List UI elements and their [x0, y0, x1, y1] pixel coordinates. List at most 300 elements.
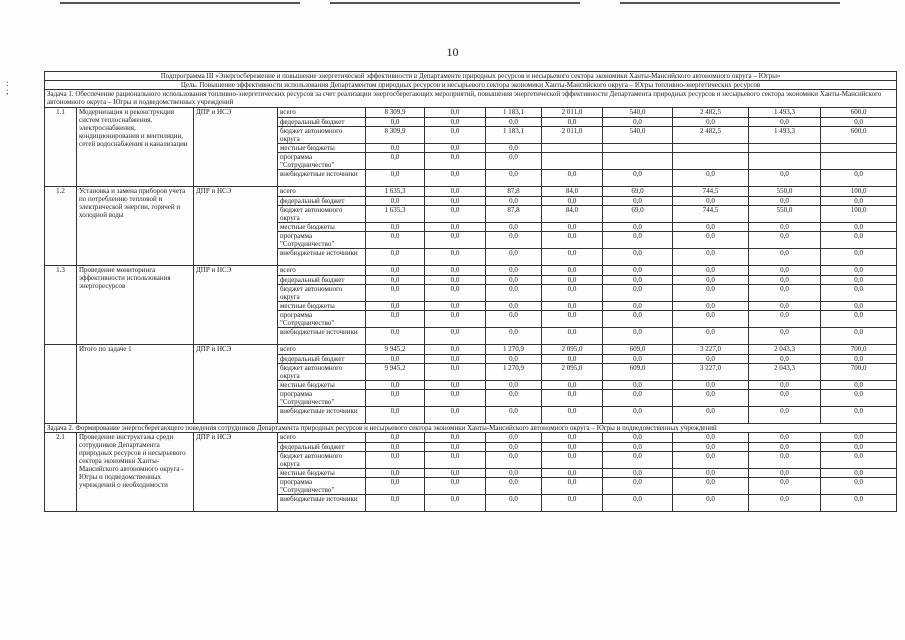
amount-cell: 1 183,1: [486, 108, 542, 118]
amount-cell: 0,0: [603, 276, 673, 285]
amount-cell: 0,0: [425, 206, 486, 223]
amount-cell: 0,0: [486, 197, 542, 206]
amount-cell: 0,0: [542, 311, 603, 328]
amount-cell: [542, 144, 603, 153]
amount-cell: 0,0: [542, 355, 603, 364]
amount-cell: 0,0: [486, 390, 542, 407]
amount-cell: 0,0: [486, 118, 542, 127]
amount-cell: 0,0: [749, 452, 821, 469]
funding-source: внебюджетные источники: [278, 170, 366, 187]
amount-cell: 0,0: [749, 118, 821, 127]
amount-cell: 1 493,3: [749, 108, 821, 118]
amount-cell: 0,0: [366, 197, 425, 206]
amount-cell: 1 183,1: [486, 127, 542, 144]
amount-cell: 0,0: [749, 478, 821, 495]
amount-cell: 0,0: [749, 433, 821, 443]
amount-cell: 609,0: [603, 345, 673, 355]
amount-cell: 600,0: [821, 127, 897, 144]
amount-cell: 540,0: [603, 108, 673, 118]
funding-source: всего: [278, 266, 366, 276]
amount-cell: 0,0: [542, 495, 603, 512]
amount-cell: 0,0: [366, 469, 425, 478]
amount-cell: 0,0: [366, 144, 425, 153]
table-row: [45, 187, 897, 197]
amount-cell: 0,0: [603, 249, 673, 266]
amount-cell: 0,0: [673, 469, 749, 478]
amount-cell: 0,0: [486, 495, 542, 512]
amount-cell: 8 309,9: [366, 127, 425, 144]
amount-cell: 3 227,0: [673, 345, 749, 355]
amount-cell: 0,0: [673, 285, 749, 302]
amount-cell: 0,0: [673, 495, 749, 512]
amount-cell: 2 043,3: [749, 345, 821, 355]
amount-cell: 0,0: [425, 407, 486, 424]
amount-cell: 0,0: [673, 276, 749, 285]
amount-cell: 0,0: [425, 187, 486, 197]
amount-cell: 0,0: [366, 285, 425, 302]
amount-cell: 0,0: [749, 328, 821, 345]
amount-cell: 0,0: [425, 328, 486, 345]
executor: ДПР и НСЭ: [194, 266, 278, 345]
amount-cell: 0,0: [425, 381, 486, 390]
amount-cell: 0,0: [366, 266, 425, 276]
funding-source: внебюджетные источники: [278, 407, 366, 424]
amount-cell: 0,0: [749, 223, 821, 232]
amount-cell: 0,0: [749, 276, 821, 285]
top-border-line: [620, 2, 840, 4]
amount-cell: 609,0: [603, 364, 673, 381]
amount-cell: 0,0: [486, 266, 542, 276]
amount-cell: 0,0: [486, 355, 542, 364]
amount-cell: 0,0: [673, 223, 749, 232]
amount-cell: 0,0: [542, 433, 603, 443]
measure-name: Модернизация и реконструкция систем теплоснабжения, электроснабжения, кондиционирования и вентиляции, сетей водоснабжения и канализации: [77, 108, 194, 187]
amount-cell: [603, 153, 673, 170]
amount-cell: [673, 153, 749, 170]
amount-cell: 0,0: [821, 433, 897, 443]
executor: ДПР и НСЭ: [194, 108, 278, 187]
amount-cell: 0,0: [821, 285, 897, 302]
funding-source: федеральный бюджет: [278, 443, 366, 452]
amount-cell: 0,0: [366, 433, 425, 443]
funding-source: программа "Сотрудничество": [278, 232, 366, 249]
amount-cell: 0,0: [542, 390, 603, 407]
amount-cell: 0,0: [425, 443, 486, 452]
amount-cell: 0,0: [366, 276, 425, 285]
amount-cell: 0,0: [425, 118, 486, 127]
amount-cell: 0,0: [603, 478, 673, 495]
funding-source: внебюджетные источники: [278, 249, 366, 266]
amount-cell: 0,0: [366, 452, 425, 469]
amount-cell: 0,0: [486, 311, 542, 328]
amount-cell: 0,0: [821, 249, 897, 266]
funding-source: всего: [278, 433, 366, 443]
amount-cell: 0,0: [425, 266, 486, 276]
funding-source: программа "Сотрудничество": [278, 390, 366, 407]
amount-cell: 69,0: [603, 187, 673, 197]
amount-cell: 0,0: [603, 469, 673, 478]
amount-cell: 0,0: [366, 443, 425, 452]
amount-cell: 100,0: [821, 187, 897, 197]
funding-source: бюджет автономного округа: [278, 127, 366, 144]
amount-cell: 744,5: [673, 206, 749, 223]
top-border-line: [330, 2, 580, 4]
amount-cell: 0,0: [749, 302, 821, 311]
funding-source: всего: [278, 108, 366, 118]
amount-cell: 0,0: [366, 355, 425, 364]
amount-cell: 0,0: [673, 478, 749, 495]
amount-cell: 2 043,3: [749, 364, 821, 381]
amount-cell: 0,0: [821, 302, 897, 311]
amount-cell: 0,0: [425, 276, 486, 285]
amount-cell: 0,0: [603, 355, 673, 364]
amount-cell: 2 482,5: [673, 127, 749, 144]
amount-cell: 0,0: [486, 469, 542, 478]
amount-cell: 0,0: [673, 266, 749, 276]
amount-cell: 0,0: [749, 355, 821, 364]
amount-cell: 0,0: [486, 223, 542, 232]
amount-cell: 0,0: [425, 495, 486, 512]
amount-cell: 0,0: [821, 276, 897, 285]
amount-cell: 0,0: [821, 478, 897, 495]
amount-cell: 0,0: [542, 469, 603, 478]
executor: ДПР и НСЭ: [194, 187, 278, 266]
amount-cell: 0,0: [542, 232, 603, 249]
amount-cell: 0,0: [749, 232, 821, 249]
amount-cell: 0,0: [603, 302, 673, 311]
funding-source: федеральный бюджет: [278, 118, 366, 127]
funding-source: местные бюджеты: [278, 223, 366, 232]
amount-cell: 0,0: [486, 443, 542, 452]
amount-cell: 1 270,9: [486, 345, 542, 355]
amount-cell: 0,0: [673, 407, 749, 424]
amount-cell: 0,0: [821, 328, 897, 345]
amount-cell: 0,0: [425, 355, 486, 364]
measure-number: 1.1: [45, 108, 77, 187]
amount-cell: 0,0: [366, 302, 425, 311]
amount-cell: 0,0: [366, 495, 425, 512]
amount-cell: 0,0: [366, 170, 425, 187]
amount-cell: 0,0: [603, 197, 673, 206]
amount-cell: 0,0: [542, 443, 603, 452]
amount-cell: 540,0: [603, 127, 673, 144]
amount-cell: 0,0: [821, 232, 897, 249]
amount-cell: 0,0: [425, 302, 486, 311]
amount-cell: 0,0: [603, 390, 673, 407]
amount-cell: 0,0: [425, 478, 486, 495]
amount-cell: 0,0: [821, 118, 897, 127]
amount-cell: [821, 144, 897, 153]
amount-cell: 550,0: [749, 187, 821, 197]
amount-cell: 0,0: [673, 232, 749, 249]
amount-cell: 0,0: [425, 127, 486, 144]
measure-name: Итого по задаче 1: [77, 345, 194, 424]
amount-cell: 0,0: [542, 302, 603, 311]
amount-cell: 0,0: [486, 478, 542, 495]
amount-cell: 0,0: [366, 311, 425, 328]
amount-cell: 1 270,9: [486, 364, 542, 381]
amount-cell: 0,0: [821, 197, 897, 206]
amount-cell: 87,8: [486, 206, 542, 223]
amount-cell: 0,0: [486, 407, 542, 424]
amount-cell: 87,8: [486, 187, 542, 197]
funding-source: программа "Сотрудничество": [278, 311, 366, 328]
measure-name: Проведение мониторинга эффективности использования энергоресурсов: [77, 266, 194, 345]
amount-cell: 0,0: [603, 223, 673, 232]
amount-cell: 0,0: [425, 452, 486, 469]
amount-cell: 0,0: [366, 118, 425, 127]
amount-cell: 0,0: [673, 170, 749, 187]
amount-cell: 0,0: [425, 223, 486, 232]
amount-cell: 0,0: [542, 249, 603, 266]
executor: ДПР и НСЭ: [194, 433, 278, 512]
amount-cell: 69,0: [603, 206, 673, 223]
amount-cell: 0,0: [603, 452, 673, 469]
amount-cell: 0,0: [603, 311, 673, 328]
amount-cell: 550,0: [749, 206, 821, 223]
amount-cell: 84,0: [542, 206, 603, 223]
amount-cell: 0,0: [749, 407, 821, 424]
amount-cell: 0,0: [425, 108, 486, 118]
budget-table: [44, 71, 897, 512]
amount-cell: 0,0: [603, 170, 673, 187]
table-row: [45, 345, 897, 355]
amount-cell: 0,0: [366, 407, 425, 424]
amount-cell: 9 945,2: [366, 364, 425, 381]
amount-cell: 0,0: [673, 390, 749, 407]
funding-source: бюджет автономного округа: [278, 364, 366, 381]
amount-cell: 8 309,9: [366, 108, 425, 118]
amount-cell: 9 945,2: [366, 345, 425, 355]
amount-cell: 0,0: [542, 197, 603, 206]
amount-cell: 0,0: [821, 452, 897, 469]
amount-cell: 0,0: [542, 407, 603, 424]
amount-cell: 0,0: [749, 249, 821, 266]
amount-cell: 700,0: [821, 364, 897, 381]
amount-cell: 0,0: [425, 390, 486, 407]
funding-source: местные бюджеты: [278, 302, 366, 311]
amount-cell: 0,0: [542, 452, 603, 469]
amount-cell: 2 095,0: [542, 364, 603, 381]
amount-cell: 0,0: [486, 302, 542, 311]
amount-cell: 0,0: [425, 144, 486, 153]
amount-cell: 744,5: [673, 187, 749, 197]
amount-cell: 0,0: [542, 170, 603, 187]
amount-cell: 0,0: [821, 223, 897, 232]
amount-cell: 0,0: [425, 433, 486, 443]
funding-source: местные бюджеты: [278, 381, 366, 390]
amount-cell: 0,0: [821, 381, 897, 390]
amount-cell: 0,0: [366, 223, 425, 232]
amount-cell: 0,0: [749, 381, 821, 390]
amount-cell: 0,0: [821, 443, 897, 452]
amount-cell: 0,0: [542, 266, 603, 276]
amount-cell: 0,0: [425, 345, 486, 355]
amount-cell: 0,0: [603, 407, 673, 424]
table-row: [45, 266, 897, 276]
amount-cell: 0,0: [821, 407, 897, 424]
amount-cell: 0,0: [542, 478, 603, 495]
amount-cell: 0,0: [425, 197, 486, 206]
amount-cell: 0,0: [425, 170, 486, 187]
amount-cell: 0,0: [749, 311, 821, 328]
amount-cell: 700,0: [821, 345, 897, 355]
amount-cell: [673, 144, 749, 153]
amount-cell: 0,0: [542, 285, 603, 302]
amount-cell: 0,0: [486, 153, 542, 170]
task2-header: Задача 2. Формирование энергосберегающего поведения сотрудников Департамента природных ресурсов и несырьевого сектора экономики Ханты-Мансийского автономного округа – Югры и подведомственных учреждений: [45, 424, 897, 433]
funding-source: бюджет автономного округа: [278, 452, 366, 469]
measure-number: [45, 345, 77, 424]
amount-cell: 0,0: [673, 355, 749, 364]
amount-cell: 0,0: [673, 302, 749, 311]
amount-cell: 0,0: [542, 276, 603, 285]
amount-cell: 0,0: [425, 285, 486, 302]
amount-cell: 0,0: [486, 170, 542, 187]
amount-cell: 0,0: [486, 381, 542, 390]
amount-cell: [749, 144, 821, 153]
page-number: 10: [446, 45, 459, 59]
amount-cell: 0,0: [366, 249, 425, 266]
amount-cell: 84,0: [542, 187, 603, 197]
amount-cell: 0,0: [542, 223, 603, 232]
amount-cell: 0,0: [366, 390, 425, 407]
funding-source: бюджет автономного округа: [278, 285, 366, 302]
amount-cell: 0,0: [366, 232, 425, 249]
funding-source: федеральный бюджет: [278, 197, 366, 206]
amount-cell: 0,0: [673, 433, 749, 443]
amount-cell: 600,0: [821, 108, 897, 118]
amount-cell: 2 011,0: [542, 108, 603, 118]
amount-cell: 0,0: [749, 390, 821, 407]
amount-cell: 0,0: [603, 232, 673, 249]
amount-cell: 0,0: [673, 452, 749, 469]
goal-header: Цель. Повышение эффективности использования Департаментом природных ресурсов и несырьевого сектора экономики Ханты-Мансийского округа – Югры топливно-энергетических ресурсов: [45, 81, 897, 90]
amount-cell: 0,0: [603, 285, 673, 302]
amount-cell: [542, 153, 603, 170]
amount-cell: 0,0: [425, 311, 486, 328]
amount-cell: 0,0: [542, 328, 603, 345]
amount-cell: 0,0: [366, 328, 425, 345]
amount-cell: 0,0: [673, 328, 749, 345]
top-border-line: [60, 2, 300, 4]
amount-cell: 2 011,0: [542, 127, 603, 144]
amount-cell: 0,0: [749, 495, 821, 512]
funding-source: федеральный бюджет: [278, 276, 366, 285]
amount-cell: 0,0: [603, 495, 673, 512]
funding-source: всего: [278, 345, 366, 355]
amount-cell: 1 635,3: [366, 206, 425, 223]
funding-source: программа "Сотрудничество": [278, 478, 366, 495]
measure-name: Проведение инструктажа среди сотрудников Департамента природных ресурсов и несырьевого сектора экономики Ханты-Мансийского автономного округа - Югры и подведомственных учреждений о необходимости: [77, 433, 194, 512]
amount-cell: 0,0: [425, 232, 486, 249]
amount-cell: 0,0: [821, 390, 897, 407]
amount-cell: 0,0: [486, 285, 542, 302]
amount-cell: 0,0: [749, 469, 821, 478]
task1-header: Задача 1. Обеспечение рационального использования топливно-энергетических ресурсов за счет реализации энергосберегающих мероприятий, повышения энергетической эффективности Департамента природных ресурсов и несырьевого сектора экономики Ханты-Мансийского автономного округа – Югры и подведомственных учреждений: [45, 90, 897, 108]
amount-cell: 0,0: [425, 153, 486, 170]
amount-cell: 0,0: [486, 452, 542, 469]
amount-cell: 0,0: [821, 311, 897, 328]
table-row: [45, 433, 897, 443]
amount-cell: [603, 144, 673, 153]
amount-cell: 0,0: [821, 266, 897, 276]
funding-source: программа "Сотрудничество": [278, 153, 366, 170]
amount-cell: [821, 153, 897, 170]
measure-number: 2.1: [45, 433, 77, 512]
margin-mark: ;: [6, 86, 9, 96]
amount-cell: 0,0: [603, 443, 673, 452]
amount-cell: 0,0: [486, 328, 542, 345]
funding-source: внебюджетные источники: [278, 328, 366, 345]
measure-number: 1.3: [45, 266, 77, 345]
amount-cell: 0,0: [749, 170, 821, 187]
amount-cell: 0,0: [749, 443, 821, 452]
executor: ДПР и НСЭ: [194, 345, 278, 424]
amount-cell: 0,0: [603, 328, 673, 345]
amount-cell: 0,0: [673, 118, 749, 127]
amount-cell: 0,0: [673, 311, 749, 328]
amount-cell: 0,0: [603, 266, 673, 276]
amount-cell: 0,0: [486, 144, 542, 153]
amount-cell: 1 635,3: [366, 187, 425, 197]
amount-cell: 0,0: [603, 118, 673, 127]
amount-cell: 2 095,0: [542, 345, 603, 355]
amount-cell: 0,0: [673, 443, 749, 452]
amount-cell: 0,0: [821, 170, 897, 187]
amount-cell: 0,0: [603, 381, 673, 390]
funding-source: местные бюджеты: [278, 469, 366, 478]
amount-cell: 3 227,0: [673, 364, 749, 381]
amount-cell: 0,0: [673, 249, 749, 266]
margin-mark: :: [6, 78, 9, 88]
amount-cell: 0,0: [425, 249, 486, 266]
funding-source: всего: [278, 187, 366, 197]
amount-cell: [749, 153, 821, 170]
measure-number: 1.2: [45, 187, 77, 266]
table-row: [45, 108, 897, 118]
amount-cell: 0,0: [486, 276, 542, 285]
funding-source: местные бюджеты: [278, 144, 366, 153]
measure-name: Установка и замена приборов учета по потреблению тепловой и электрической энергии, горячей и холодной воды: [77, 187, 194, 266]
amount-cell: 0,0: [542, 118, 603, 127]
amount-cell: 2 482,5: [673, 108, 749, 118]
amount-cell: 0,0: [366, 381, 425, 390]
subprogram-header: Подпрограмма III «Энергосбережение и повышение энергетической эффективности в Департаменте природных ресурсов и несырьевого сектора экономики Ханты-Мансийского автономного округа – Югры»: [45, 72, 897, 81]
amount-cell: 100,0: [821, 206, 897, 223]
amount-cell: 0,0: [486, 433, 542, 443]
amount-cell: 0,0: [603, 433, 673, 443]
funding-source: бюджет автономного округа: [278, 206, 366, 223]
amount-cell: 0,0: [673, 197, 749, 206]
amount-cell: 0,0: [425, 364, 486, 381]
amount-cell: 0,0: [821, 495, 897, 512]
amount-cell: 0,0: [425, 469, 486, 478]
amount-cell: 0,0: [749, 197, 821, 206]
amount-cell: 0,0: [366, 153, 425, 170]
amount-cell: 0,0: [542, 381, 603, 390]
amount-cell: 0,0: [749, 285, 821, 302]
amount-cell: 1 493,3: [749, 127, 821, 144]
amount-cell: 0,0: [366, 478, 425, 495]
amount-cell: 0,0: [673, 381, 749, 390]
funding-source: внебюджетные источники: [278, 495, 366, 512]
amount-cell: 0,0: [486, 249, 542, 266]
amount-cell: 0,0: [821, 355, 897, 364]
amount-cell: 0,0: [749, 266, 821, 276]
amount-cell: 0,0: [821, 469, 897, 478]
amount-cell: 0,0: [486, 232, 542, 249]
